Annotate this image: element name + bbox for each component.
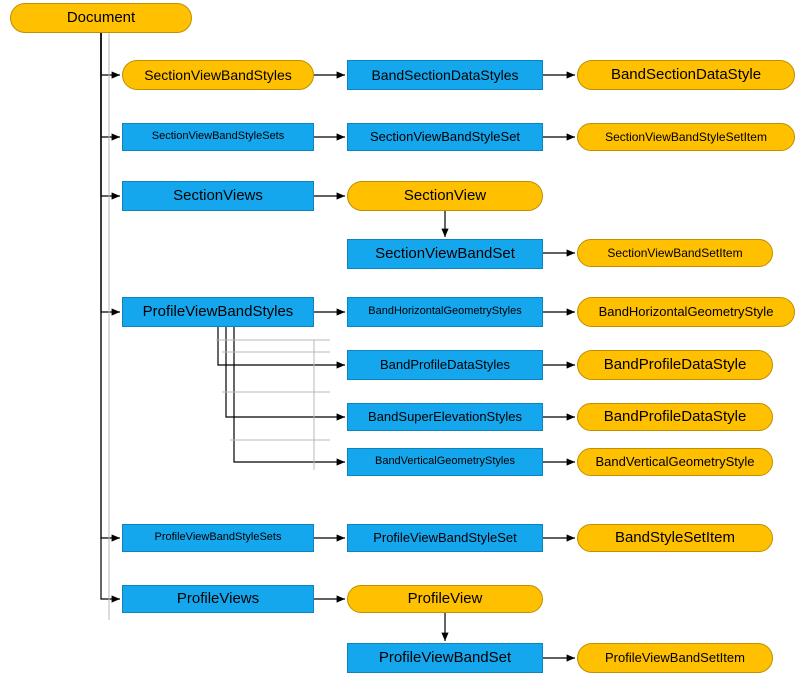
node-band_section_data_style[interactable]: BandSectionDataStyle (577, 60, 795, 90)
node-section_view_band_style_set_item[interactable]: SectionViewBandStyleSetItem (577, 123, 795, 151)
node-profile_view_band_styles[interactable]: ProfileViewBandStyles (122, 297, 314, 327)
node-band_super_elevation_styles[interactable]: BandSuperElevationStyles (347, 403, 543, 431)
node-section_views[interactable]: SectionViews (122, 181, 314, 211)
edge-document-profileviewbandstylesets (101, 33, 120, 538)
node-band_profile_data_styles[interactable]: BandProfileDataStyles (347, 350, 543, 380)
edge-document-sectionviewbandstylesets (101, 33, 120, 137)
node-section_view_band_style_sets[interactable]: SectionViewBandStyleSets (122, 123, 314, 151)
node-profile_view_band_style_set[interactable]: ProfileViewBandStyleSet (347, 524, 543, 552)
node-band_style_set_item[interactable]: BandStyleSetItem (577, 524, 773, 552)
edge-document-profileviewbandstyles (101, 33, 120, 312)
node-section_view_band_set_item[interactable]: SectionViewBandSetItem (577, 239, 773, 267)
node-section_view[interactable]: SectionView (347, 181, 543, 211)
node-document[interactable]: Document (10, 3, 192, 33)
edge-pvbs-superelevation (226, 327, 345, 417)
edge-document-profileviews (101, 33, 120, 599)
node-section_view_band_styles[interactable]: SectionViewBandStyles (122, 60, 314, 90)
node-band_profile_data_style_1[interactable]: BandProfileDataStyle (577, 350, 773, 380)
edge-pvbs-vertical (234, 327, 345, 462)
node-section_view_band_style_set[interactable]: SectionViewBandStyleSet (347, 123, 543, 151)
edge-document-sectionviewbandstyles (101, 33, 120, 75)
node-profile_view[interactable]: ProfileView (347, 585, 543, 613)
node-profile_view_band_set_item[interactable]: ProfileViewBandSetItem (577, 643, 773, 673)
edge-pvbs-profiledata (218, 327, 345, 365)
edge-document-sectionviews (101, 33, 120, 196)
node-section_view_band_set[interactable]: SectionViewBandSet (347, 239, 543, 269)
node-profile_view_band_set[interactable]: ProfileViewBandSet (347, 643, 543, 673)
node-profile_view_band_style_sets[interactable]: ProfileViewBandStyleSets (122, 524, 314, 552)
node-band_horizontal_geometry_style[interactable]: BandHorizontalGeometryStyle (577, 297, 795, 327)
node-band_vertical_geometry_styles[interactable]: BandVerticalGeometryStyles (347, 448, 543, 476)
node-band_section_data_styles[interactable]: BandSectionDataStyles (347, 60, 543, 90)
node-band_vertical_geometry_style[interactable]: BandVerticalGeometryStyle (577, 448, 773, 476)
node-band_profile_data_style_2[interactable]: BandProfileDataStyle (577, 403, 773, 431)
node-profile_views[interactable]: ProfileViews (122, 585, 314, 613)
node-band_horizontal_geometry_styles[interactable]: BandHorizontalGeometryStyles (347, 297, 543, 327)
